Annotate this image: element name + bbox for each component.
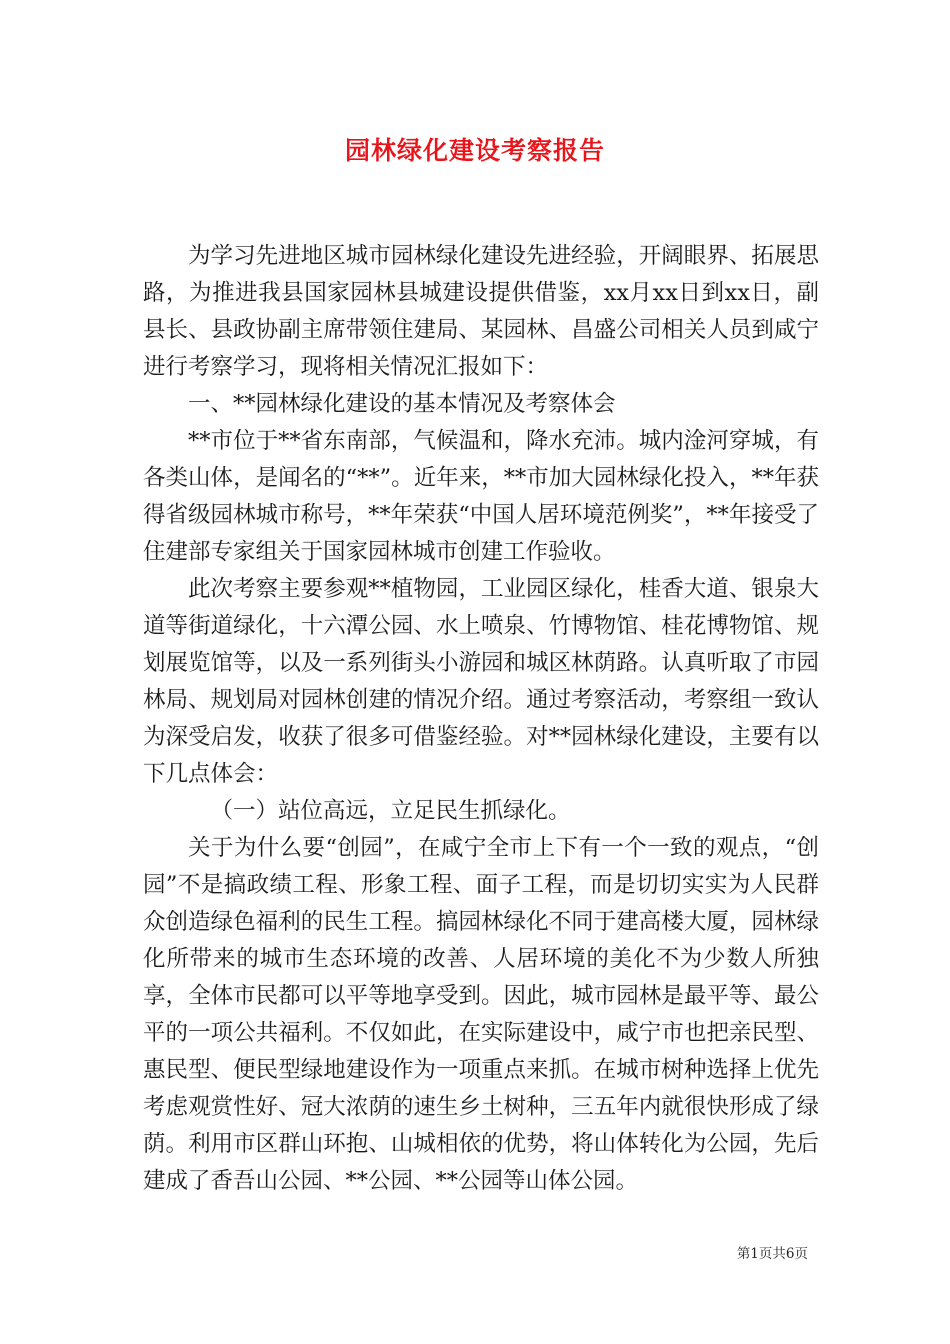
paragraph-livelihood: 关于为什么要“创园”，在咸宁全市上下有一个一致的观点，“创园”不是搞政绩工程、形象工程、面子工程，而是切切实实为人民群众创造绿色福利的民生工程。搞园林绿化不同于建高楼大厦，园林绿化所带来的城市生态环境的改善、人居环境的美化不为少数人所独享，全体市民都可以平等地享受到。因此，城市园林是最平等、最公平的一项公共福利。不仅如此，在实际建设中，咸宁市也把亲民型、惠民型、便民型绿地建设作为一项重点来抓。在城市树种选择上优先考虑观赏性好、冠大浓荫的速生乡土树种，三五年内就很快形成了绿荫。利用市区群山环抱、山城相依的优势，将山体转化为公园，先后建成了香吾山公园、**公园、**公园等山体公园。 [143,835,819,1194]
section-heading-1: 一、**园林绿化建设的基本情况及考察体会 [188,391,616,417]
paragraph-city-overview: **市位于**省东南部，气候温和，降水充沛。城内淦河穿城，有各类山体，是闻名的“**”。近年来，**市加大园林绿化投入，**年获得省级园林城市称号，**年荣获“中国人居环境范例奖”，**年接受了住建部专家组关于国家园林城市创建工作验收。 [143,428,819,565]
document-title: 园林绿化建设考察报告 [344,136,605,165]
page-number: 第1页共6页 [736,1246,808,1262]
subsection-heading-1: （一）站位高远，立足民生抓绿化。 [210,798,571,824]
paragraph-inspection-summary: 此次考察主要参观**植物园，工业园区绿化，桂香大道、银泉大道等街道绿化，十六潭公园、水上喷泉、竹博物馆、桂花博物馆、规划展览馆等，以及一系列街头小游园和城区林荫路。认真听取了市园林局、规划局对园林创建的情况介绍。通过考察活动，考察组一致认为深受启发，收获了很多可借鉴经验。对**园林绿化建设，主要有以下几点体会： [143,576,819,787]
paragraph-intro: 为学习先进地区城市园林绿化建设先进经验，开阔眼界、拓展思路，为推进我县国家园林县城建设提供借鉴，xx月xx日到xx日，副县长、县政协副主席带领住建局、某园林、昌盛公司相关人员到咸宁进行考察学习，现将相关情况汇报如下： [143,243,819,380]
document-body [143,238,819,1200]
